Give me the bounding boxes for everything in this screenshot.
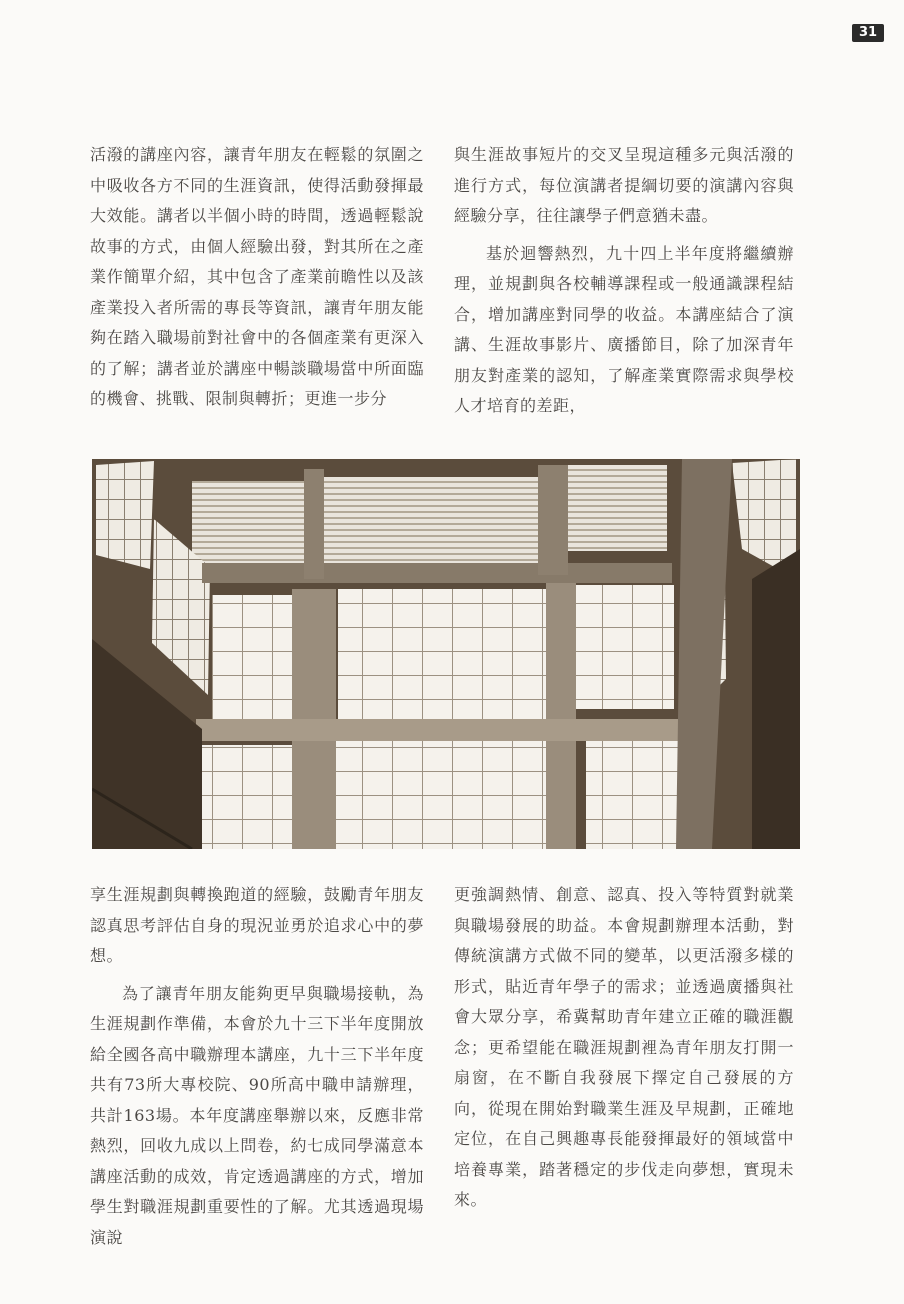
building-atrium-photo — [92, 459, 800, 849]
paragraph: 為了讓青年朋友能夠更早與職場接軌，為生涯規劃作準備，本會於九十三下半年度開放給全國各高中職辦理本講座，九十三下半年度共有73所大專校院、90所高中職申請辦理，共計163場。本年度講座舉辦以來，反應非常熱烈，回收九成以上問卷，約七成同學滿意本講座活動的成效，肯定透過講座的方式，增加學生對職涯規劃重要性的了解。尤其透過現場演說 — [90, 983, 424, 1247]
paragraph: 享生涯規劃與轉換跑道的經驗，鼓勵青年朋友認真思考評估自身的現況並勇於追求心中的夢想。 — [90, 885, 424, 965]
paragraph: 更強調熱情、創意、認真、投入等特質對就業與職場發展的助益。本會規劃辦理本活動，對傳統演講方式做不同的變革，以更活潑多樣的形式，貼近青年學子的需求；並透過廣播與社會大眾分享，希冀幫助青年建立正確的職涯觀念；更希望能在職涯規劃裡為青年朋友打開一扇窗，在不斷自我發展下擇定自己發展的方向，從現在開始對職業生涯及早規劃，正確地定位，在自己興趣專長能發揮最好的領域當中培養專業，踏著穩定的步伐走向夢想，實現未來。 — [454, 885, 794, 1209]
building-atrium-skylight-photo — [92, 459, 800, 849]
text-column-top-left — [90, 140, 424, 415]
paragraph: 與生涯故事短片的交叉呈現這種多元與活潑的進行方式，每位演講者提綱切要的演講內容與經驗分享，往往讓學子們意猶未盡。 — [454, 145, 794, 225]
paragraph: 活潑的講座內容，讓青年朋友在輕鬆的氛圍之中吸收各方不同的生涯資訊，使得活動發揮最大效能。講者以半個小時的時間，透過輕鬆說故事的方式，由個人經驗出發，對其所在之產業作簡單介紹，其中包含了產業前瞻性以及該產業投入者所需的專長等資訊，讓青年朋友能夠在踏入職場前對社會中的各個產業有更深入的了解；講者並於講座中暢談職場當中所面臨的機會、挑戰、限制與轉折；更進一步分 — [90, 145, 424, 408]
paragraph: 基於迴響熱烈，九十四上半年度將繼續辦理，並規劃與各校輔導課程或一般通識課程結合，增加講座對同學的收益。本講座結合了演講、生涯故事影片、廣播節目，除了加深青年朋友對產業的認知，了解產業實際需求與學校人才培育的差距， — [454, 243, 794, 415]
page-number: 31 — [852, 24, 884, 42]
text-column-bottom-right — [454, 880, 794, 1216]
text-column-bottom-left — [90, 880, 424, 1253]
text-column-top-right — [454, 140, 794, 422]
